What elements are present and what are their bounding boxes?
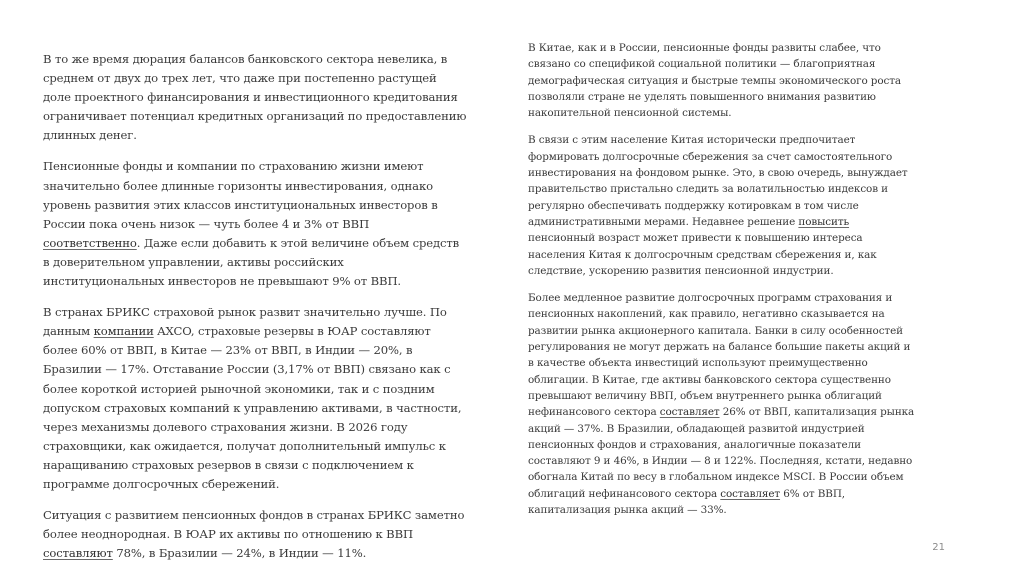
link-sostavlyaet-2[interactable]: составляет bbox=[720, 487, 781, 500]
left-paragraph-2: Пенсионные фонды и компании по страхованию жизни имеют значительно более длинные горизонты инвестирования, однако уровень развития этих классов институциональных инвесторов в России пока очень низок — чуть более 4 и 3% от ВВП соответственно. Даже если добавить к этой величине объем средств в доверительном управлении, активы российских институциональных инвесторов не превышают 9% от ВВП. bbox=[43, 159, 460, 289]
right-column bbox=[528, 40, 918, 529]
right-paragraph-3: Более медленное развитие долгосрочных программ страхования и пенсионных накоплений, как правило, негативно сказывается на развитии рынка акционерного капитала. Банки в силу особенностей регулирования не могут держать на балансе большие пакеты акций и в качестве объекта инвестиций используют преимущественно облигации. В Китае, где активы банковского сектора существенно превышают величину ВВП, объем внутреннего рынка облигаций нефинансового сектора составляет 26% от ВВП, капитализация рынка акций — 37%. В Бразилии, обладающей развитой индустрией пенсионных фондов и страхования, аналогичные показатели составляют 9 и 46%, в Индии — 8 и 122%. Последняя, кстати, недавно обогнала Китай по весу в глобальном индексе MSCI. В России объем облигаций нефинансового сектора составляет 6% от ВВП, капитализация рынка акций — 33%. bbox=[528, 292, 915, 517]
link-kompanii[interactable]: компании bbox=[93, 324, 154, 339]
right-paragraph-1: В Китае, как и в России, пенсионные фонды развиты слабее, что связано со спецификой социальной политики — благоприятная демографическая ситуация и быстрые темпы экономического роста позволяли стране не уделять повышенного внимания развитию накопительной пенсионной системы. bbox=[528, 42, 901, 120]
left-column bbox=[43, 50, 468, 575]
link-sostavlyaet-1[interactable]: составляет bbox=[659, 406, 720, 419]
page-number: 21 bbox=[932, 542, 945, 553]
left-paragraph-4: Ситуация с развитием пенсионных фондов в странах БРИКС заметно более неоднородная. В ЮАР их активы по отношению к ВВП составляют 78%, в Бразилии — 24%, в Индии — 11%. bbox=[43, 508, 465, 561]
right-paragraph-2: В связи с этим население Китая исторически предпочитает формировать долгосрочные сбережения за счет самостоятельного инвестирования на фондовом рынке. Это, в свою очередь, вынуждает правительство пристально следить за волатильностью индексов и регулярно обеспечивать поддержку котировкам в том числе административными мерами. Недавнее решение повысить пенсионный возраст может привести к повышению интереса населения Китая к долгосрочным средствам сбережения и, как следствие, ускорению развития пенсионной индустрии. bbox=[528, 134, 908, 277]
link-sostavlyayut[interactable]: составляют bbox=[43, 546, 113, 561]
link-povysit[interactable]: повысить bbox=[798, 215, 850, 228]
link-sootvetstvenno[interactable]: соответственно bbox=[43, 235, 137, 250]
left-paragraph-1: В то же время дюрация балансов банковского сектора невелика, в среднем от двух до трех лет, что даже при постепенно растущей доле проектного финансирования и инвестиционного кредитования ограничивает потенциал кредитных организаций по предоставлению длинных денег. bbox=[43, 52, 467, 143]
left-paragraph-3: В странах БРИКС страховой рынок развит значительно лучше. По данным компании AXCO, страховые резервы в ЮАР составляют более 60% от ВВП, в Китае — 23% от ВВП, в Индии — 20%, в Бразилии — 17%. Отставание России (3,17% от ВВП) связано как с более короткой историей рыночной экономики, так и с поздним допуском страховых компаний к управлению активами, в частности, через механизмы долевого страхования жизни. В 2026 году страховщики, как ожидается, получат дополнительный импульс к наращиванию страховых резервов в связи с подключением к программе долгосрочных сбережений. bbox=[43, 305, 462, 491]
